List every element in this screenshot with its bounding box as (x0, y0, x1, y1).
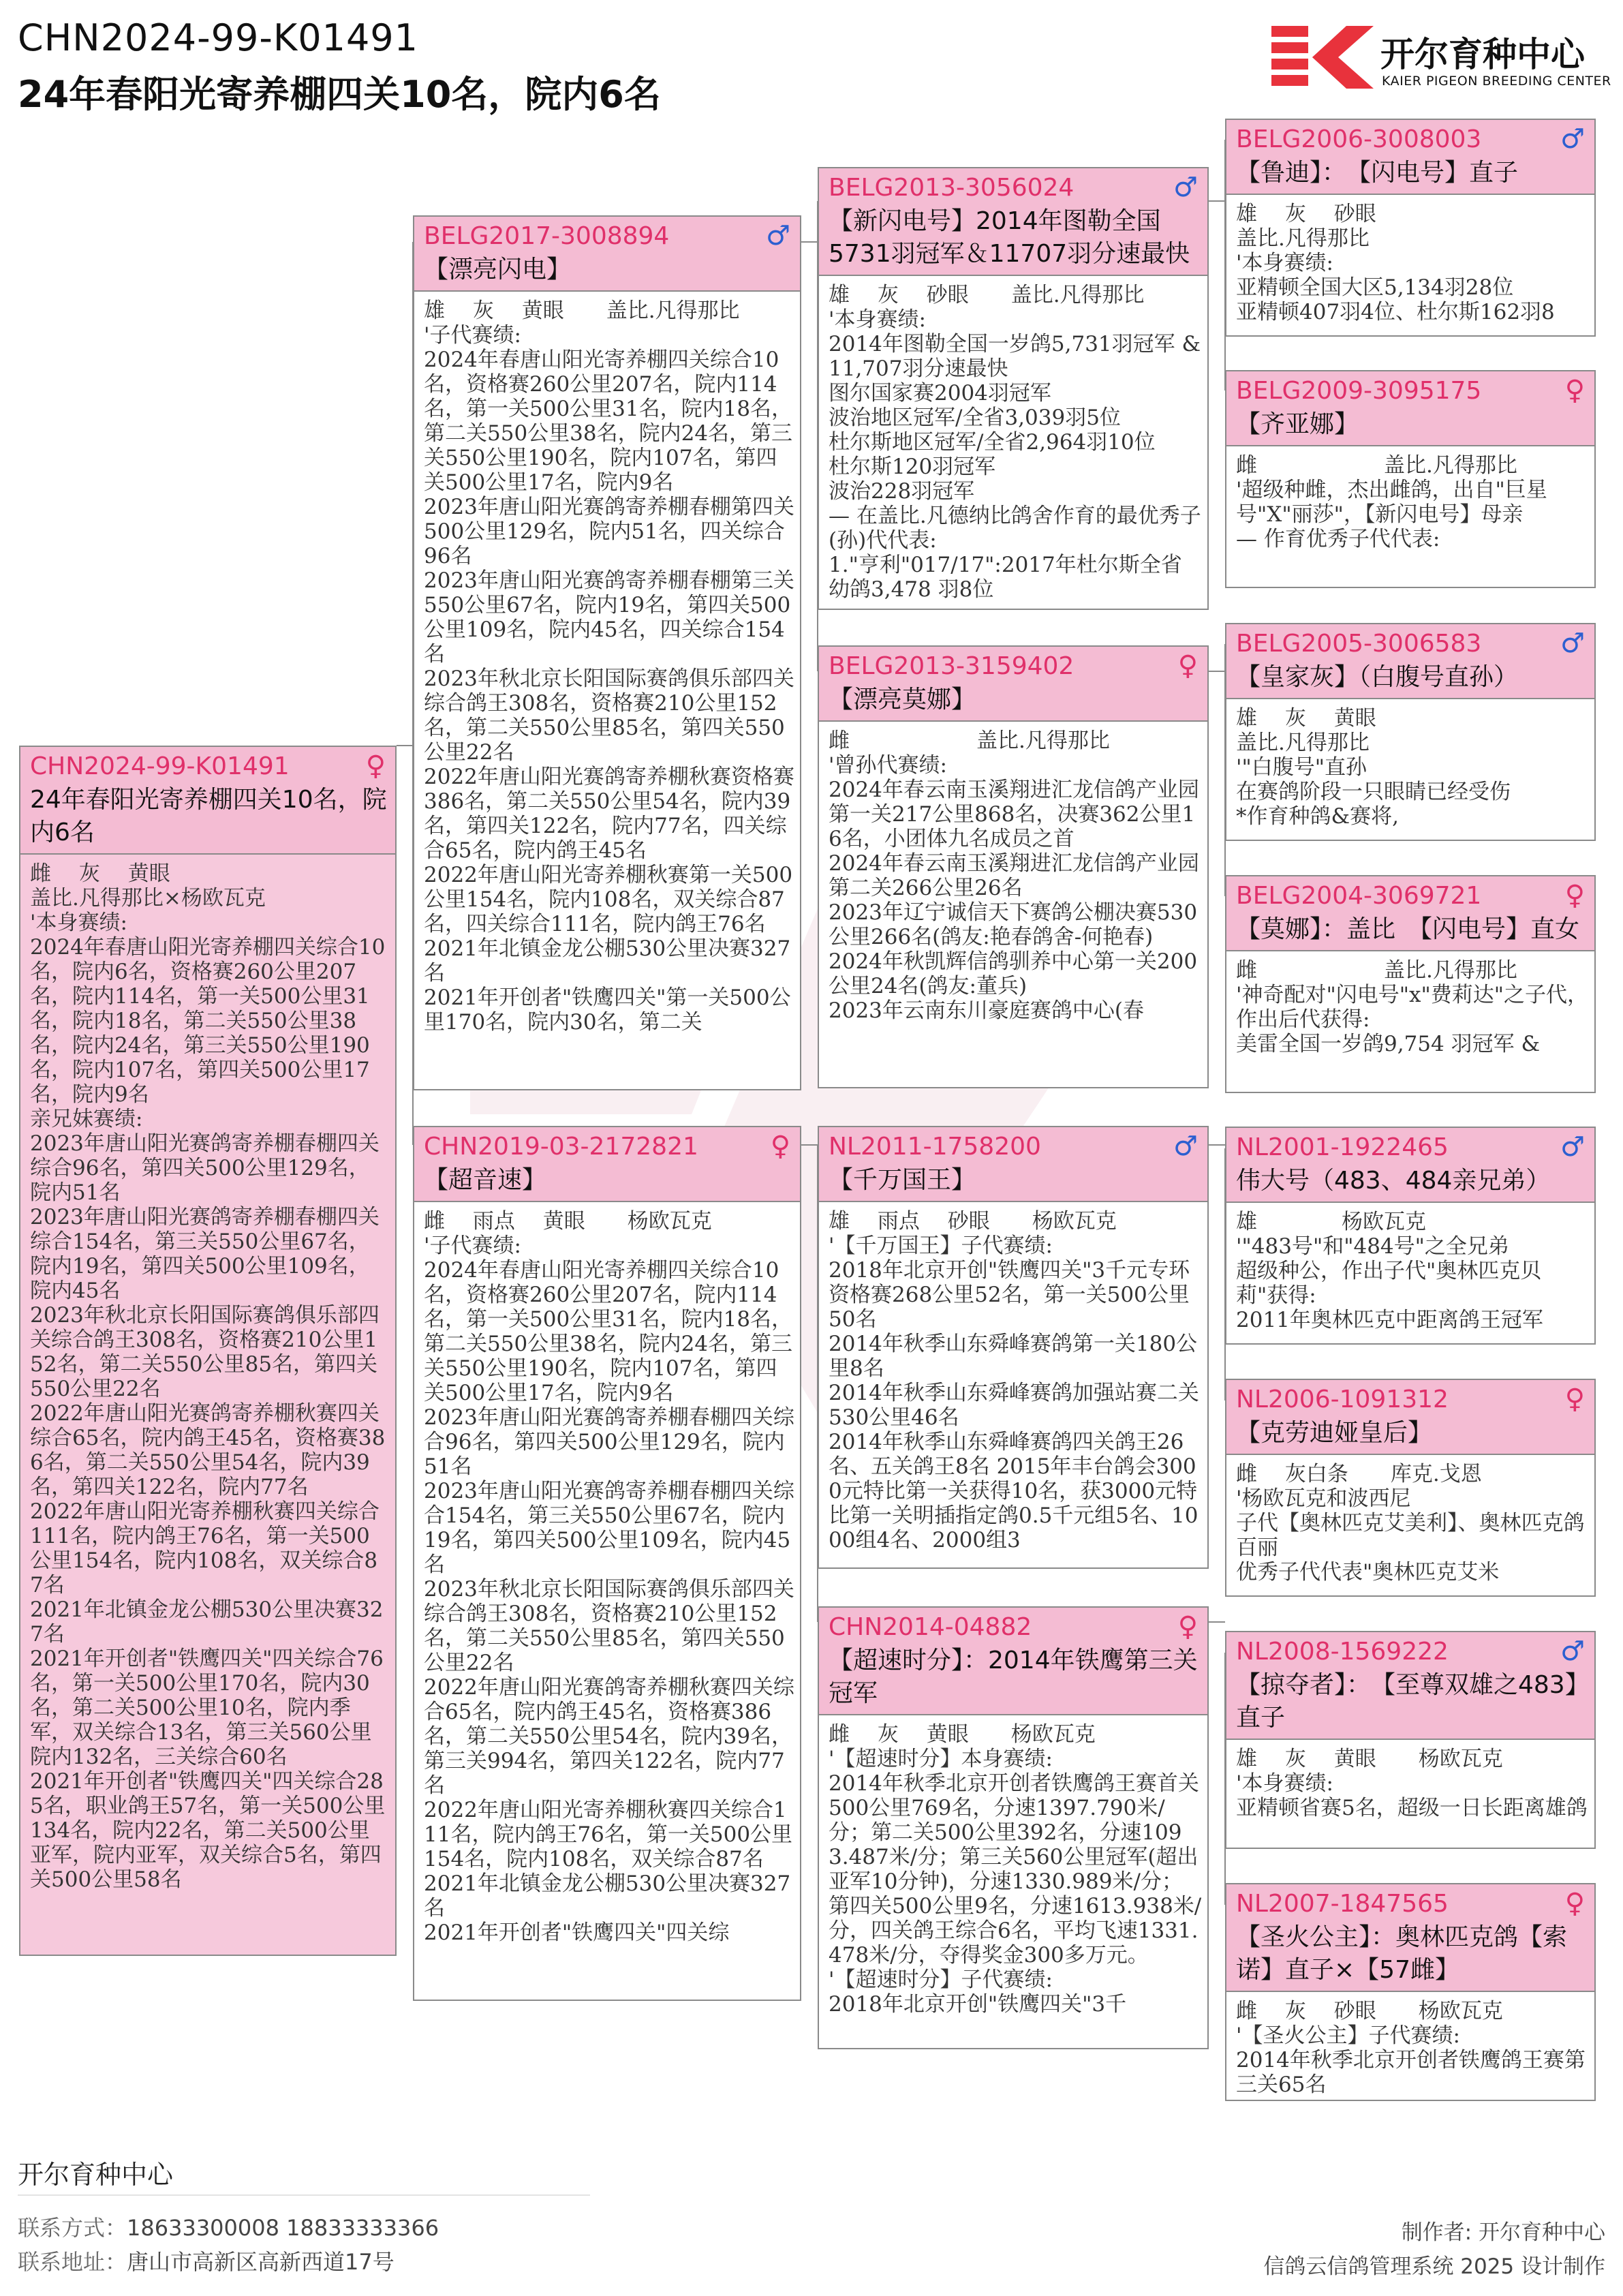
brand-logo (1271, 25, 1612, 93)
pedigree-card-sds[interactable] (1225, 623, 1596, 841)
card-header (819, 647, 1207, 720)
pigeon-details: 雌 灰白条 库克.戈恩 '杨欧瓦克和波西尼 子代【奥林匹克艾美利】、奥林匹克鸽百丽 优秀子代代表"奥林匹克艾米 (1226, 1454, 1594, 1587)
male-icon: ♂ (1560, 123, 1585, 155)
pigeon-name: 24年春阳光寄养棚四关10名，院内6名 (30, 786, 387, 846)
pigeon-details: 雌 盖比.凡得那比 '曾孙代赛绩: 2024年春云南玉溪翔进汇龙信鸽产业园第一关217公里868名，决赛362公里16名，小团体九名成员之首 2024年春云南玉溪翔进汇龙信鸽产业园第二关266公里26名 2023年辽宁诚信天下赛鸽公棚决赛530公里266名(鸽友:艳春鸽舍-何艳春) 2024年秋凯辉信鸽驯养中心第一关200公里24名(鸽友:董兵) 2023年云南东川豪庭赛鸽中心(春 (819, 720, 1207, 1026)
pigeon-details: 雄 雨点 砂眼 杨欧瓦克 '【千万国王】子代赛绩: 2018年北京开创"铁鹰四关"3千元专环资格赛268公里52名，第一关500公里50名 2014年秋季山东舜峰赛鸽第一关180公里8名 2014年秋季山东舜峰赛鸽加强站赛二关530公里46名 2014年秋季山东舜峰赛鸽四关鸽王26名、五关鸽王8名 2015年丰台鸽会3000元特比第一关获得10名，获3000元特比第一关明插指定鸽0.5千元组5名、1000组4名、2000组3 (819, 1201, 1207, 1555)
pigeon-name: 【掠夺者】： 【至尊双雄之483】直子 (1236, 1671, 1577, 1732)
footer-contact (18, 2211, 439, 2242)
ring-number: CHN2019-03-2172821 (424, 1133, 698, 1161)
male-icon: ♂ (1560, 1131, 1585, 1163)
pigeon-name: 伟大号（483、484亲兄弟） (1236, 1167, 1551, 1195)
ring-number: BELG2004-3069721 (1236, 882, 1482, 910)
pigeon-name: 【千万国王】 (829, 1166, 976, 1194)
card-header (1226, 1128, 1594, 1201)
pigeon-details: 雌 灰 黄眼 盖比.凡得那比×杨欧瓦克 '本身赛绩: 2024年春唐山阳光寄养棚四关综合10名，院内6名，资格赛260公里207名，院内114名，第一关500公里31名，院内18名，第二关550公里38名，院内24名，第三关550公里190名，院内107名，第四关500公里17名，院内9名 亲兄妹赛绩: 2023年唐山阳光赛鸽寄养棚春棚四关综合96名，第四关500公里129名，院内51名 2023年唐山阳光赛鸽寄养棚春棚四关综合154名，第三关550公里67名，院内19名，第四关500公里109名，院内45名 2023年秋北京长阳国际赛鸽俱乐部四关综合鸽王308名，资格赛210公里152名，第二关550公里85名，第四关550公里22名 2022年唐山阳光赛鸽寄养棚秋赛四关综合65名，院内鸽王45名，资格赛386名，第二关550公里54名，院内39名，第四关122名，院内77名 2022年唐山阳光寄养棚秋赛四关综合111名，院内鸽王76名，第一关500公里154名，院内108名，双关综合87名 2021年北镇金龙公棚530公里决赛327名 2021年开创者"铁鹰四关"四关综合76名，第一关500公里170名，院内30名，第二关500公里10名，院内季军，双关综合13名，第三关560公里院内132名，三关综合60名 2021年开创者"铁鹰四关"四关综合285名，职业鸽王57名，第一关500公里134名，院内22名，第二关500公里亚军，院内亚军，双关综合5名，第四关500公里58名 (20, 853, 395, 1895)
card-header (1226, 120, 1594, 194)
address-label: 联系地址： (18, 2249, 127, 2275)
contact-label: 联系方式： (18, 2215, 127, 2241)
pigeon-details: 雌 盖比.凡得那比 '超级种雌，杰出雌鸽，出自"巨星号"X"丽莎"，【新闪电号】母亲 — 作育优秀子代代表: (1226, 445, 1594, 554)
pigeon-details: 雄 灰 砂眼 盖比.凡得那比 '本身赛绩: 亚精顿全国大区5,134羽28位 亚精顿407羽4位、杜尔斯162羽8 (1226, 194, 1594, 327)
ring-number: NL2006-1091312 (1236, 1386, 1449, 1413)
contact-phones: 18633300008 18833333366 (127, 2215, 439, 2241)
pedigree-card-sdd[interactable] (1225, 875, 1596, 1093)
card-header (819, 1127, 1207, 1201)
female-icon: ♀ (1177, 650, 1198, 682)
pedigree-card-ddd[interactable] (1225, 1883, 1596, 2101)
footer-system: 信鸽云信鸽管理系统 2025 设计制作 (1263, 2254, 1605, 2279)
card-header (819, 1608, 1207, 1714)
brand-name-en: KAIER PIGEON BREEDING CENTER (1382, 74, 1611, 89)
male-icon: ♂ (1173, 1131, 1198, 1162)
card-header (1226, 624, 1594, 698)
female-icon: ♀ (770, 1131, 790, 1162)
pigeon-name: 【皇家灰】（白腹号直孙） (1236, 663, 1519, 691)
female-icon: ♀ (1564, 1383, 1585, 1415)
pigeon-details: 雌 灰 砂眼 杨欧瓦克 '【圣火公主】子代赛绩: 2014年秋季北京开创者铁鹰鸽王赛第三关65名 (1226, 1991, 1594, 2100)
pigeon-details: 雌 盖比.凡得那比 '神奇配对"闪电号"x"费莉达"之子代，作出后代获得: 美雷全国一岁鸽9,754 羽冠军 & (1226, 950, 1594, 1059)
card-header (1226, 371, 1594, 445)
card-header (1226, 1884, 1594, 1991)
page-title: 24年春阳光寄养棚四关10名，院内6名 (18, 73, 661, 116)
ring-number: BELG2009-3095175 (1236, 377, 1482, 405)
card-header (20, 747, 395, 853)
brand-name: 开尔育种中心 (1380, 35, 1585, 74)
pedigree-card-sire[interactable] (413, 215, 801, 1090)
card-header (414, 1127, 800, 1201)
footer-title: 开尔育种中心 (18, 2160, 174, 2190)
pigeon-details: 雄 灰 黄眼 杨欧瓦克 '本身赛绩: 亚精顿省赛5名，超级一日长距离雄鸽 (1226, 1739, 1594, 1823)
ring-number: BELG2013-3159402 (829, 652, 1075, 680)
ring-number: BELG2013-3056024 (829, 174, 1075, 202)
male-icon: ♂ (1560, 1636, 1585, 1667)
ring-number: NL2001-1922465 (1236, 1133, 1449, 1161)
ring-number: CHN2014-04882 (829, 1613, 1032, 1641)
pedigree-card-dds[interactable] (1225, 1631, 1596, 1849)
ring-number: CHN2024-99-K01491 (30, 752, 290, 780)
ring-number: BELG2017-3008894 (424, 222, 670, 250)
card-header (819, 168, 1207, 275)
card-header (1226, 1632, 1594, 1739)
pigeon-details: 雌 雨点 黄眼 杨欧瓦克 '子代赛绩: 2024年春唐山阳光寄养棚四关综合10名，资格赛260公里207名，院内114名，第一关500公里31名，院内18名，第二关550公里38名，院内24名，第三关550公里190名，院内107名，第四关500公里17名，院内9名 2023年唐山阳光赛鸽寄养棚春棚四关综合96名，第四关500公里129名，院内51名 2023年唐山阳光赛鸽寄养棚春棚四关综合154名，第三关550公里67名，院内19名，第四关500公里109名，院内45名 2023年秋北京长阳国际赛鸽俱乐部四关综合鸽王308名，资格赛210公里152名，第二关550公里85名，第四关550公里22名 2022年唐山阳光赛鸽寄养棚秋赛四关综合65名，院内鸽王45名，资格赛386名，第二关550公里54名，院内39名，第三关994名，第四关122名，院内77名 2022年唐山阳光寄养棚秋赛四关综合111名，院内鸽王76名，第一关500公里154名，院内108名，双关综合87名 2021年北镇金龙公棚530公里决赛327名 2021年开创者"铁鹰四关"四关综 (414, 1201, 800, 1948)
address-value: 唐山市高新区高新西道17号 (127, 2249, 395, 2275)
pigeon-name: 【齐亚娜】 (1236, 410, 1359, 438)
male-icon: ♂ (1173, 172, 1198, 203)
male-icon: ♂ (766, 220, 790, 251)
pigeon-details: 雌 灰 黄眼 杨欧瓦克 '【超速时分】本身赛绩: 2014年秋季北京开创者铁鹰鸽王赛首关500公里769名，分速1397.790米/分；第二关500公里392名，分速1093.487米/分；第三关560公里冠军(超出亚军10分钟)，分速1330.989米/分；第四关500公里9名，分速1613.938米/分，四关鸽王综合6名，平均飞速1331.478米/分，夺得奖金300多万元。 '【超速时分】子代赛绩: 2018年北京开创"铁鹰四关"3千 (819, 1714, 1207, 2019)
female-icon: ♀ (1564, 375, 1585, 406)
ring-number: BELG2006-3008003 (1236, 125, 1482, 153)
footer-address (18, 2245, 395, 2276)
pigeon-details: 雄 杨欧瓦克 '"483号"和"484号"之全兄弟 超级种公，作出子代"奥林匹克贝莉"获得: 2011年奥林匹克中距离鸽王冠军 (1226, 1201, 1594, 1335)
male-icon: ♂ (1560, 628, 1585, 659)
pigeon-name: 【超音速】 (424, 1166, 547, 1194)
pigeon-name: 【漂亮莫娜】 (829, 686, 976, 714)
pigeon-name: 【鲁迪】： 【闪电号】直子 (1236, 159, 1519, 187)
pedigree-card-dss[interactable] (1225, 1127, 1596, 1345)
pigeon-name: 【莫娜】：盖比 【闪电号】直女 (1236, 915, 1580, 943)
ring-number: BELG2005-3006583 (1236, 630, 1482, 658)
footer-divider (18, 2194, 590, 2196)
pedigree-card-dsd[interactable] (1225, 1379, 1596, 1597)
pigeon-name: 【超速时分】：2014年铁鹰第三关冠军 (829, 1647, 1198, 1707)
pigeon-name: 【新闪电号】2014年图勒全国5731羽冠军＆11707羽分速最快 (829, 207, 1190, 268)
pedigree-card-dam[interactable] (413, 1126, 801, 2001)
pedigree-card-sss[interactable] (1225, 119, 1596, 337)
pedigree-card-sire-sire[interactable] (818, 167, 1209, 610)
pigeon-name: 【漂亮闪电】 (424, 256, 572, 284)
female-icon: ♀ (1177, 1611, 1198, 1642)
pedigree-card-sire-dam[interactable] (818, 645, 1209, 1088)
pedigree-card-ssd[interactable] (1225, 370, 1596, 588)
pigeon-details: 雄 灰 黄眼 盖比.凡得那比 '"白腹号"直孙 在赛鸽阶段一只眼睛已经受伤 *作育种鸽&赛将, (1226, 698, 1594, 831)
female-icon: ♀ (1564, 880, 1585, 911)
female-icon: ♀ (1564, 1888, 1585, 1919)
ring-number: NL2011-1758200 (829, 1133, 1041, 1161)
pigeon-details: 雄 灰 砂眼 盖比.凡得那比 '本身赛绩: 2014年图勒全国一岁鸽5,731羽冠军 & 11,707羽分速最快 图尔国家赛2004羽冠军 波治地区冠军/全省3,039羽5位 杜尔斯地区冠军/全省2,964羽10位 杜尔斯120羽冠军 波治228羽冠军 — 在盖比.凡德纳比鸽舍作育的最优秀子(孙)代代表: 1."亨利"017/17":2017年杜尔斯全省幼鸽3,478 羽8位 (819, 275, 1207, 604)
pigeon-details: 雄 灰 黄眼 盖比.凡得那比 '子代赛绩: 2024年春唐山阳光寄养棚四关综合10名，资格赛260公里207名，院内114名，第一关500公里31名，院内18名，第二关550公里38名，院内24名，第三关550公里190名，院内107名，第四关500公里17名，院内9名 2023年唐山阳光赛鸽寄养棚春棚第四关500公里129名，院内51名，四关综合96名 2023年唐山阳光赛鸽寄养棚春棚第三关550公里67名，院内19名，第四关500公里109名，院内45名，四关综合154名 2023年秋北京长阳国际赛鸽俱乐部四关综合鸽王308名，资格赛210公里152名，第二关550公里85名，第四关550公里22名 2022年唐山阳光赛鸽寄养棚秋赛资格赛386名，第二关550公里54名，院内39名，第四关122名，院内77名，四关综合65名，院内鸽王45名 2022年唐山阳光寄养棚秋赛第一关500公里154名，院内108名，双关综合87名，四关综合111名，院内鸽王76名 2021年北镇金龙公棚530公里决赛327名 2021年开创者"铁鹰四关"第一关500公里170名，院内30名，第二关 (414, 290, 800, 1037)
card-header (414, 217, 800, 290)
pedigree-card-subject[interactable] (19, 746, 397, 1956)
ring-number: NL2008-1569222 (1236, 1638, 1449, 1666)
pedigree-card-dam-dam[interactable] (818, 1606, 1209, 2049)
female-icon: ♀ (365, 750, 386, 782)
pigeon-name: 【克劳迪娅皇后】 (1236, 1419, 1433, 1447)
ring-number: NL2007-1847565 (1236, 1890, 1449, 1918)
card-header (1226, 876, 1594, 950)
footer-maker: 制作者: 开尔育种中心 (1401, 2220, 1605, 2245)
pigeon-name: 【圣火公主】：奥林匹克鸽【索诺】直子×【57雌】 (1236, 1923, 1568, 1984)
kaier-logo-icon (1271, 26, 1374, 89)
card-header (1226, 1380, 1594, 1454)
pedigree-card-dam-sire[interactable] (818, 1126, 1209, 1569)
pigeon-ring-number: CHN2024-99-K01491 (18, 16, 419, 59)
